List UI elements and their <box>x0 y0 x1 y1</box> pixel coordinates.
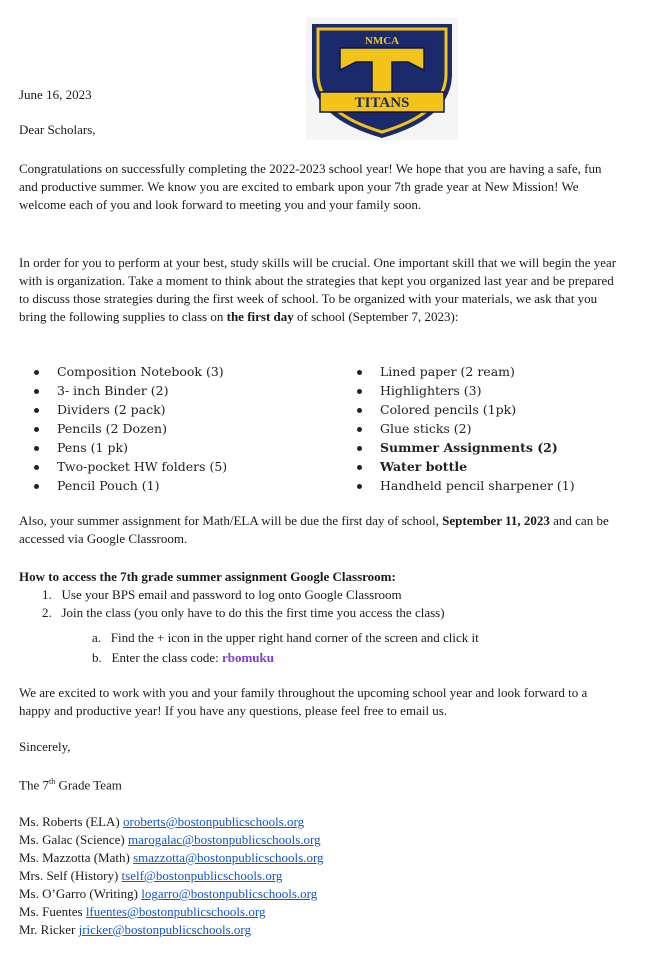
email-link[interactable]: tself@bostonpublicschools.org <box>121 868 283 883</box>
supply-item: Pencils (2 Dozen) <box>19 419 339 438</box>
step-2b: b. Enter the class code: rbomuku <box>92 650 274 665</box>
class-code: rbomuku <box>221 650 274 665</box>
contact-row <box>19 903 619 921</box>
email-link[interactable]: logarro@bostonpublicschools.org <box>141 886 318 901</box>
supply-item: Lined paper (2 ream) <box>342 362 642 381</box>
step-2a-text: Find the + icon in the upper right hand corner of the screen and click it <box>110 630 479 645</box>
contact-row <box>19 849 619 867</box>
email-link[interactable]: marogalac@bostonpublicschools.org <box>128 832 321 847</box>
contact-name: Ms. Galac (Science) <box>19 832 129 847</box>
contact-name: Mr. Ricker <box>19 922 79 937</box>
summer-assignment-text: Also, your summer assignment for Math/ELA will be due the first day of school, <box>19 513 443 528</box>
due-date-emphasis: September 11, 2023 <box>442 513 550 528</box>
first-day-emphasis: the first day <box>226 309 294 324</box>
step-1: 1. Use your BPS email and password to log onto Google Classroom <box>42 587 402 602</box>
contact-row <box>19 867 619 885</box>
contact-row <box>19 831 619 849</box>
step-2b-text: Enter the class code: <box>111 650 222 665</box>
supplies-list-right <box>342 362 642 495</box>
supply-item: Colored pencils (1pk) <box>342 400 642 419</box>
step-1-text: Use your BPS email and password to log onto Google Classroom <box>61 587 402 602</box>
email-link[interactable]: oroberts@bostonpublicschools.org <box>123 814 305 829</box>
supply-item: Composition Notebook (3) <box>19 362 339 381</box>
step-2-text: Join the class (you only have to do this the first time you access the class) <box>61 605 445 620</box>
signature-text: The 7 <box>19 777 49 793</box>
supply-item: Glue sticks (2) <box>342 419 642 438</box>
contact-row <box>19 921 619 939</box>
supply-item: Handheld pencil sharpener (1) <box>342 476 642 495</box>
contact-name: Ms. Mazzotta (Math) <box>19 850 134 865</box>
email-link[interactable]: smazzotta@bostonpublicschools.org <box>133 850 324 865</box>
paragraph-closing: We are excited to work with you and your family throughout the upcoming school year and look forward to a happy and productive year! If you have any questions, please feel free to email us. <box>19 685 588 718</box>
supply-item: Dividers (2 pack) <box>19 400 339 419</box>
paragraph-organization <box>19 254 619 326</box>
email-link[interactable]: jricker@bostonpublicschools.org <box>78 922 251 937</box>
supply-item: 3- inch Binder (2) <box>19 381 339 400</box>
contact-row <box>19 813 619 831</box>
letter-date: June 16, 2023 <box>19 87 92 102</box>
logo-top-text: NMCA <box>364 35 400 47</box>
summer-assignment-text-end: and can be accessed via Google Classroom. <box>19 513 609 546</box>
supplies-list-left <box>19 362 339 495</box>
email-link[interactable]: lfuentes@bostonpublicschools.org <box>85 904 266 919</box>
supply-item: Two-pocket HW folders (5) <box>19 457 339 476</box>
supply-item: Pencil Pouch (1) <box>19 476 339 495</box>
contact-name: Ms. Roberts (ELA) <box>19 814 123 829</box>
signature-superscript: th <box>48 777 56 786</box>
howto-heading: How to access the 7th grade summer assignment Google Classroom: <box>19 569 396 584</box>
contact-name: Mrs. Self (History) <box>19 868 122 883</box>
salutation: Dear Scholars, <box>19 122 96 137</box>
supply-item: Highlighters (3) <box>342 381 642 400</box>
logo-bottom-text: TITANS <box>354 95 410 111</box>
step-2a: a. Find the + icon in the upper right hand corner of the screen and click it <box>92 630 479 645</box>
signature-text-end: Grade Team <box>55 777 122 793</box>
contact-name: Ms. O’Garro (Writing) <box>19 886 142 901</box>
signature <box>19 773 619 794</box>
paragraph-organization-text: In order for you to perform at your best, study skills will be crucial. One important skill that we will begin the year with is organization. Take a moment to think about the strategies that kept you organized last year and be prepared to discuss those strategies during the first week of school. To be organized with your materials, we ask that you bring the following supplies to class on <box>19 255 617 324</box>
closing: Sincerely, <box>19 739 71 754</box>
contact-row <box>19 885 619 903</box>
supply-item-summer-assignments: Summer Assignments (2) <box>342 438 642 457</box>
contact-name: Ms. Fuentes <box>19 904 86 919</box>
paragraph-organization-date: of school (September 7, 2023): <box>293 309 459 324</box>
supply-item-water-bottle: Water bottle <box>342 457 642 476</box>
paragraph-congratulations: Congratulations on successfully completing the 2022-2023 school year! We hope that you are having a safe, fun and productive summer. We know you are excited to embark upon your 7th grade year at New Mission! We welcome each of you and look forward to meeting you and your family soon. <box>19 161 602 212</box>
step-2: 2. Join the class (you only have to do this the first time you access the class) <box>42 605 445 620</box>
paragraph-summer-assignment <box>19 512 619 548</box>
contact-list <box>19 813 619 939</box>
supply-item: Pens (1 pk) <box>19 438 339 457</box>
